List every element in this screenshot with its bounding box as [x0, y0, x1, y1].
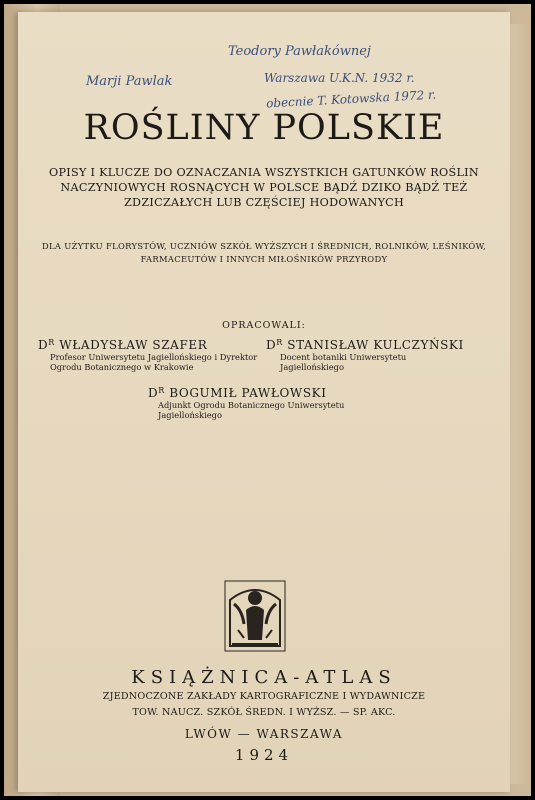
publisher-emblem-icon	[224, 580, 286, 652]
publisher-company: TOW. NAUCZ. SZKÓŁ ŚREDN. I WYŻSZ. — SP. AKC.	[132, 707, 396, 718]
author-affiliation: Docent botaniki Uniwersytetu Jagiellońskiego	[280, 352, 407, 372]
author-name: $D^R$ BOGUMIŁ PAWŁOWSKI	[148, 386, 327, 400]
handwritten-name: Marji Pawlak	[86, 74, 173, 89]
book-edge	[507, 24, 531, 784]
publisher-description: ZJEDNOCZONE ZAKŁADY KARTOGRAFICZNE I WYDAWNICZE	[102, 691, 426, 702]
photo-frame	[4, 4, 531, 796]
author-name: $D^R$ WŁADYSŁAW SZAFER	[38, 338, 208, 352]
publication-year: 1924	[234, 746, 294, 764]
author-name: $D^R$ STANISŁAW KULCZYŃSKI	[266, 338, 464, 352]
handwritten-later-note: obecnie T. Kotowska 1972 r.	[265, 87, 437, 111]
author-affiliation: Profesor Uniwersytetu Jagiellońskiego i Dyrektor Ogrodu Botanicznego w Krakowie	[50, 352, 258, 372]
title-page	[18, 12, 510, 792]
handwritten-place-date: Warszawa U.K.N. 1932 r.	[264, 71, 415, 85]
compiled-by-label: OPRACOWALI:	[222, 320, 306, 331]
author-szafer	[38, 338, 276, 372]
handwritten-owner-line: Teodory Pawłakównej	[228, 44, 371, 59]
book-subtitle: OPISY I KLUCZE DO OZNACZANIA WSZYSTKICH GATUNKÓW ROŚLIN NACZYNIOWYCH ROSNĄCYCH W POLSCE BĄDŹ DZIKO BĄDŹ TEŻ ZDZICZAŁYCH LUB CZĘŚCIEJ HODOWANYCH	[49, 166, 479, 209]
author-kulczynski	[266, 338, 500, 372]
book-audience: DLA UŻYTKU FLORYSTÓW, UCZNIÓW SZKÓŁ WYŻSZYCH I ŚREDNICH, ROLNIKÓW, LEŚNIKÓW, FARMACEUTÓW I INNYCH MIŁOŚNIKÓW PRZYRODY	[42, 241, 486, 264]
publication-cities: LWÓW — WARSZAWA	[184, 727, 344, 741]
author-affiliation: Adjunkt Ogrodu Botanicznego Uniwersytetu Jagiellońskiego	[158, 400, 345, 420]
publisher-name: KSIĄŻNICA-ATLAS	[131, 667, 397, 688]
author-pawlowski	[148, 386, 378, 420]
book-title: ROŚLINY POLSKIE	[83, 108, 445, 148]
